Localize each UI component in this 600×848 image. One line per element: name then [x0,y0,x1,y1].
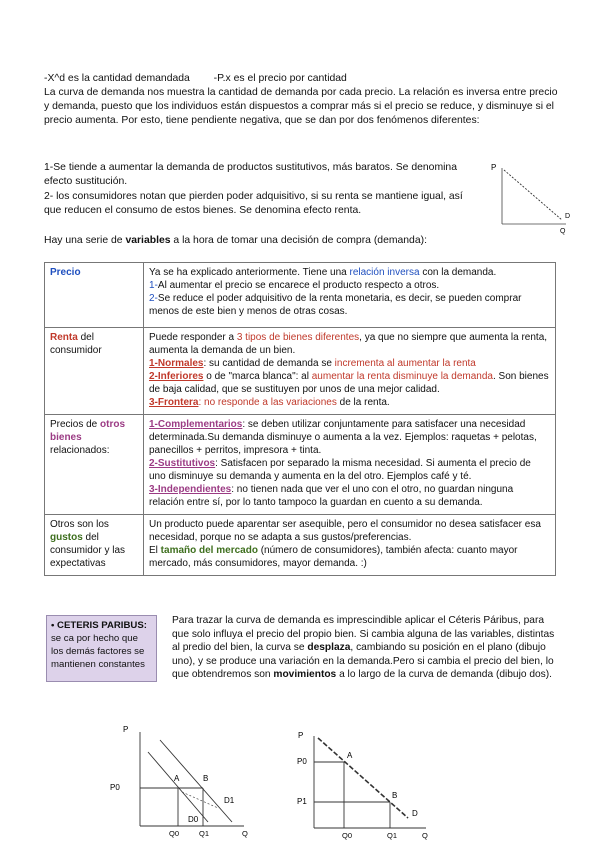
chart2-point-a: A [347,751,353,760]
table-row-precio [45,263,556,328]
inferiores-t: o de "marca blanca": al [203,371,312,382]
precio-n2: 2- [149,293,158,304]
variables-intro-post: a la hora de tomar una decisión de compra (demanda): [170,235,427,246]
tamano-mercado: tamaño del mercado [160,545,258,556]
small-demand-chart [488,160,578,240]
chart1-point-b: B [203,774,209,783]
precio-n1: 1- [149,280,158,291]
frontera-label: 3-Frontera [149,397,199,408]
chart-movimiento [292,722,442,842]
chart1-q0-label: Q0 [169,829,180,838]
precio-label-cell [45,263,144,328]
complementarios-label: 1-Complementarios [149,419,243,430]
precio-content-cell [144,263,556,328]
gustos-t2-pre: El [149,545,161,556]
precio-t1-end: con la demanda. [419,267,497,278]
efecto-renta: 2- los consumidores notan que pierden poder adquisitivo, si su renta se mantiene igual, así que reducen el consumo de estos bienes. Se denomina efecto renta. [44,191,463,217]
gustos-label-pre: Otros son los [50,519,109,530]
relacion-inversa: relación inversa [349,267,420,278]
chart2-p1-label: P1 [297,797,307,806]
desplaza-bold: desplaza [307,642,351,654]
table-row-gustos [45,515,556,576]
precio-t1: Ya se ha explicado anteriormente. Tiene una [149,267,350,278]
otros-content-cell [144,415,556,515]
normales-label: 1-Normales [149,358,204,369]
ceteris-text: se ca por hecho que los demás factores se mantienen constantes [51,633,145,670]
chart2-p-axis-label: P [298,731,304,740]
ceteris-p-t3: a lo largo de la curva de demanda (dibujo dos). [336,669,553,681]
gustos-label-cell [45,515,144,576]
small-chart-demand-curve [504,170,562,220]
chart1-q1-label: Q1 [199,829,210,838]
gustos-label: gustos [50,532,83,543]
gustos-t1: Un producto puede aparentar ser asequible, pero el consumidor no desea satisfacer esa necesidad, porque no se adapta a sus gustos/preferencias. [149,519,541,543]
chart2-demand-curve [318,738,408,818]
precio-label: Precio [50,267,81,278]
independientes-label: 3-Independientes [149,484,232,495]
chart2-q-axis-label: Q [422,831,428,840]
small-chart-q-label: Q [560,228,566,235]
chart2-point-b: B [392,791,398,800]
renta-t1: Puede responder a [149,332,237,343]
ceteris-p-t2: , cambiando su posición en el plano (dibujo uno), y se produce una variación en la demanda.Pero si cambia el precio del bien, lo que obtendremos son [172,642,554,681]
chart1-d1-curve [160,740,232,822]
renta-label: Renta [50,332,78,343]
inferiores-end: . Son bienes de baja calidad, que se sustituyen por unos de una mejor calidad. [149,371,549,395]
sustitutivos-t: : Satisfacen por separado la misma necesidad. Si aumenta el precio de uno disminuye su demanda y aumenta en la del otro. Ejemplos café y té. [149,458,531,482]
chart1-p0-label: P0 [110,783,120,792]
chart2-q1-label: Q1 [387,831,398,840]
otros-label-rest: relacionados: [50,445,110,456]
chart1-p-axis-label: P [123,725,129,734]
intro-definitions [44,72,347,86]
sustitutivos-label: 2-Sustitutivos [149,458,216,469]
chart2-q0-label: Q0 [342,831,353,840]
gustos-label-rest: del consumidor y las expectativas [50,532,126,569]
chart2-p0-label: P0 [297,757,307,766]
independientes-t: : no tienen nada que ver el uno con el otro, no guardan ninguna relación entre sí, por lo tanto tampoco la guardan en cuento a su demanda. [149,484,514,508]
ceteris-title: • CETERIS PARIBUS: [51,620,147,631]
frontera-end: de la renta. [336,397,390,408]
normales-t: : su cantidad de demanda se [203,358,335,369]
otros-label-pre: Precios de [50,419,101,430]
otros-label-cell [45,415,144,515]
complementarios-t: : se deben utilizar conjuntamente para satisfacer una necesidad determinada.Su demanda disminuye o aumenta a la vez. Ejemplos: raquetas + pelotas, panecillos + perritos, impresora + tinta. [149,419,537,456]
inferiores-label: 2-Inferiores [149,371,204,382]
renta-content-cell [144,328,556,415]
table-row-otros-bienes [45,415,556,515]
small-chart-p-label: P [491,163,497,172]
variables-intro-pre: Hay una serie de [44,235,126,246]
ceteris-paribus-box [46,615,157,682]
otros-bienes-label: otros bienes [50,419,126,443]
chart1-q-axis-label: Q [242,829,248,838]
variables-intro-bold: variables [125,235,171,246]
chart1-d1-label: D1 [224,796,235,805]
chart1-point-a: A [174,774,180,783]
efecto-sustitucion: 1-Se tiende a aumentar la demanda de productos sustitutivos, más baratos. Se denomina efecto sustitución. [44,162,457,188]
renta-label-rest: del consumidor [50,332,102,356]
px-definition: -P.x es el precio por cantidad [213,73,347,84]
renta-t1-end: , ya que no siempre que aumenta la renta, aumenta la demanda de un bien. [149,332,548,356]
chart2-d-label: D [412,809,418,818]
precio-t3: Se reduce el poder adquisitivo de la renta monetaria, es decir, se pueden comprar menos de este bien y menos de otras cosas. [149,293,522,317]
renta-label-cell [45,328,144,415]
ceteris-p-t1: Para trazar la curva de demanda es imprescindible aplicar el Céteris Páribus, para que solo influya el precio del propio bien. Si cambia alguna de las variables, distintas al predio del bien, la curva se [172,615,555,654]
normales-red: incrementa al aumentar la renta [334,358,476,369]
xd-definition: -X^d es la cantidad demandada [44,73,190,84]
inferiores-red: aumentar la renta disminuye la demanda [311,371,493,382]
variables-table [44,262,556,576]
chart-desplazamiento [110,722,260,842]
gustos-t2-end: (número de consumidores), también afecta: cuanto mayor mercado, más consumidores, mayor demanda. :) [149,545,518,569]
gustos-content-cell [144,515,556,576]
table-row-renta [45,328,556,415]
chart1-d0-label: D0 [188,815,199,824]
small-chart-d-label: D [565,213,571,220]
ceteris-paragraph [172,614,557,682]
variables-intro [44,234,427,248]
frontera-red: : no responde a las variaciones [198,397,337,408]
renta-t1-red: 3 tipos de bienes diferentes [236,332,360,343]
intro-paragraph: La curva de demanda nos muestra la cantidad de demanda por cada precio. La relación es inversa entre precio y demanda, puesto que los individuos están dispuestos a comprar más si el precio se reduce, y disminuye si el precio aumenta. Por esto, tiene pendiente negativa, que se dan por dos fenómenos diferentes: [44,87,558,127]
precio-t2: Al aumentar el precio se encarece el producto respecto a otros. [157,280,440,291]
movimientos-bold: movimientos [273,669,337,681]
